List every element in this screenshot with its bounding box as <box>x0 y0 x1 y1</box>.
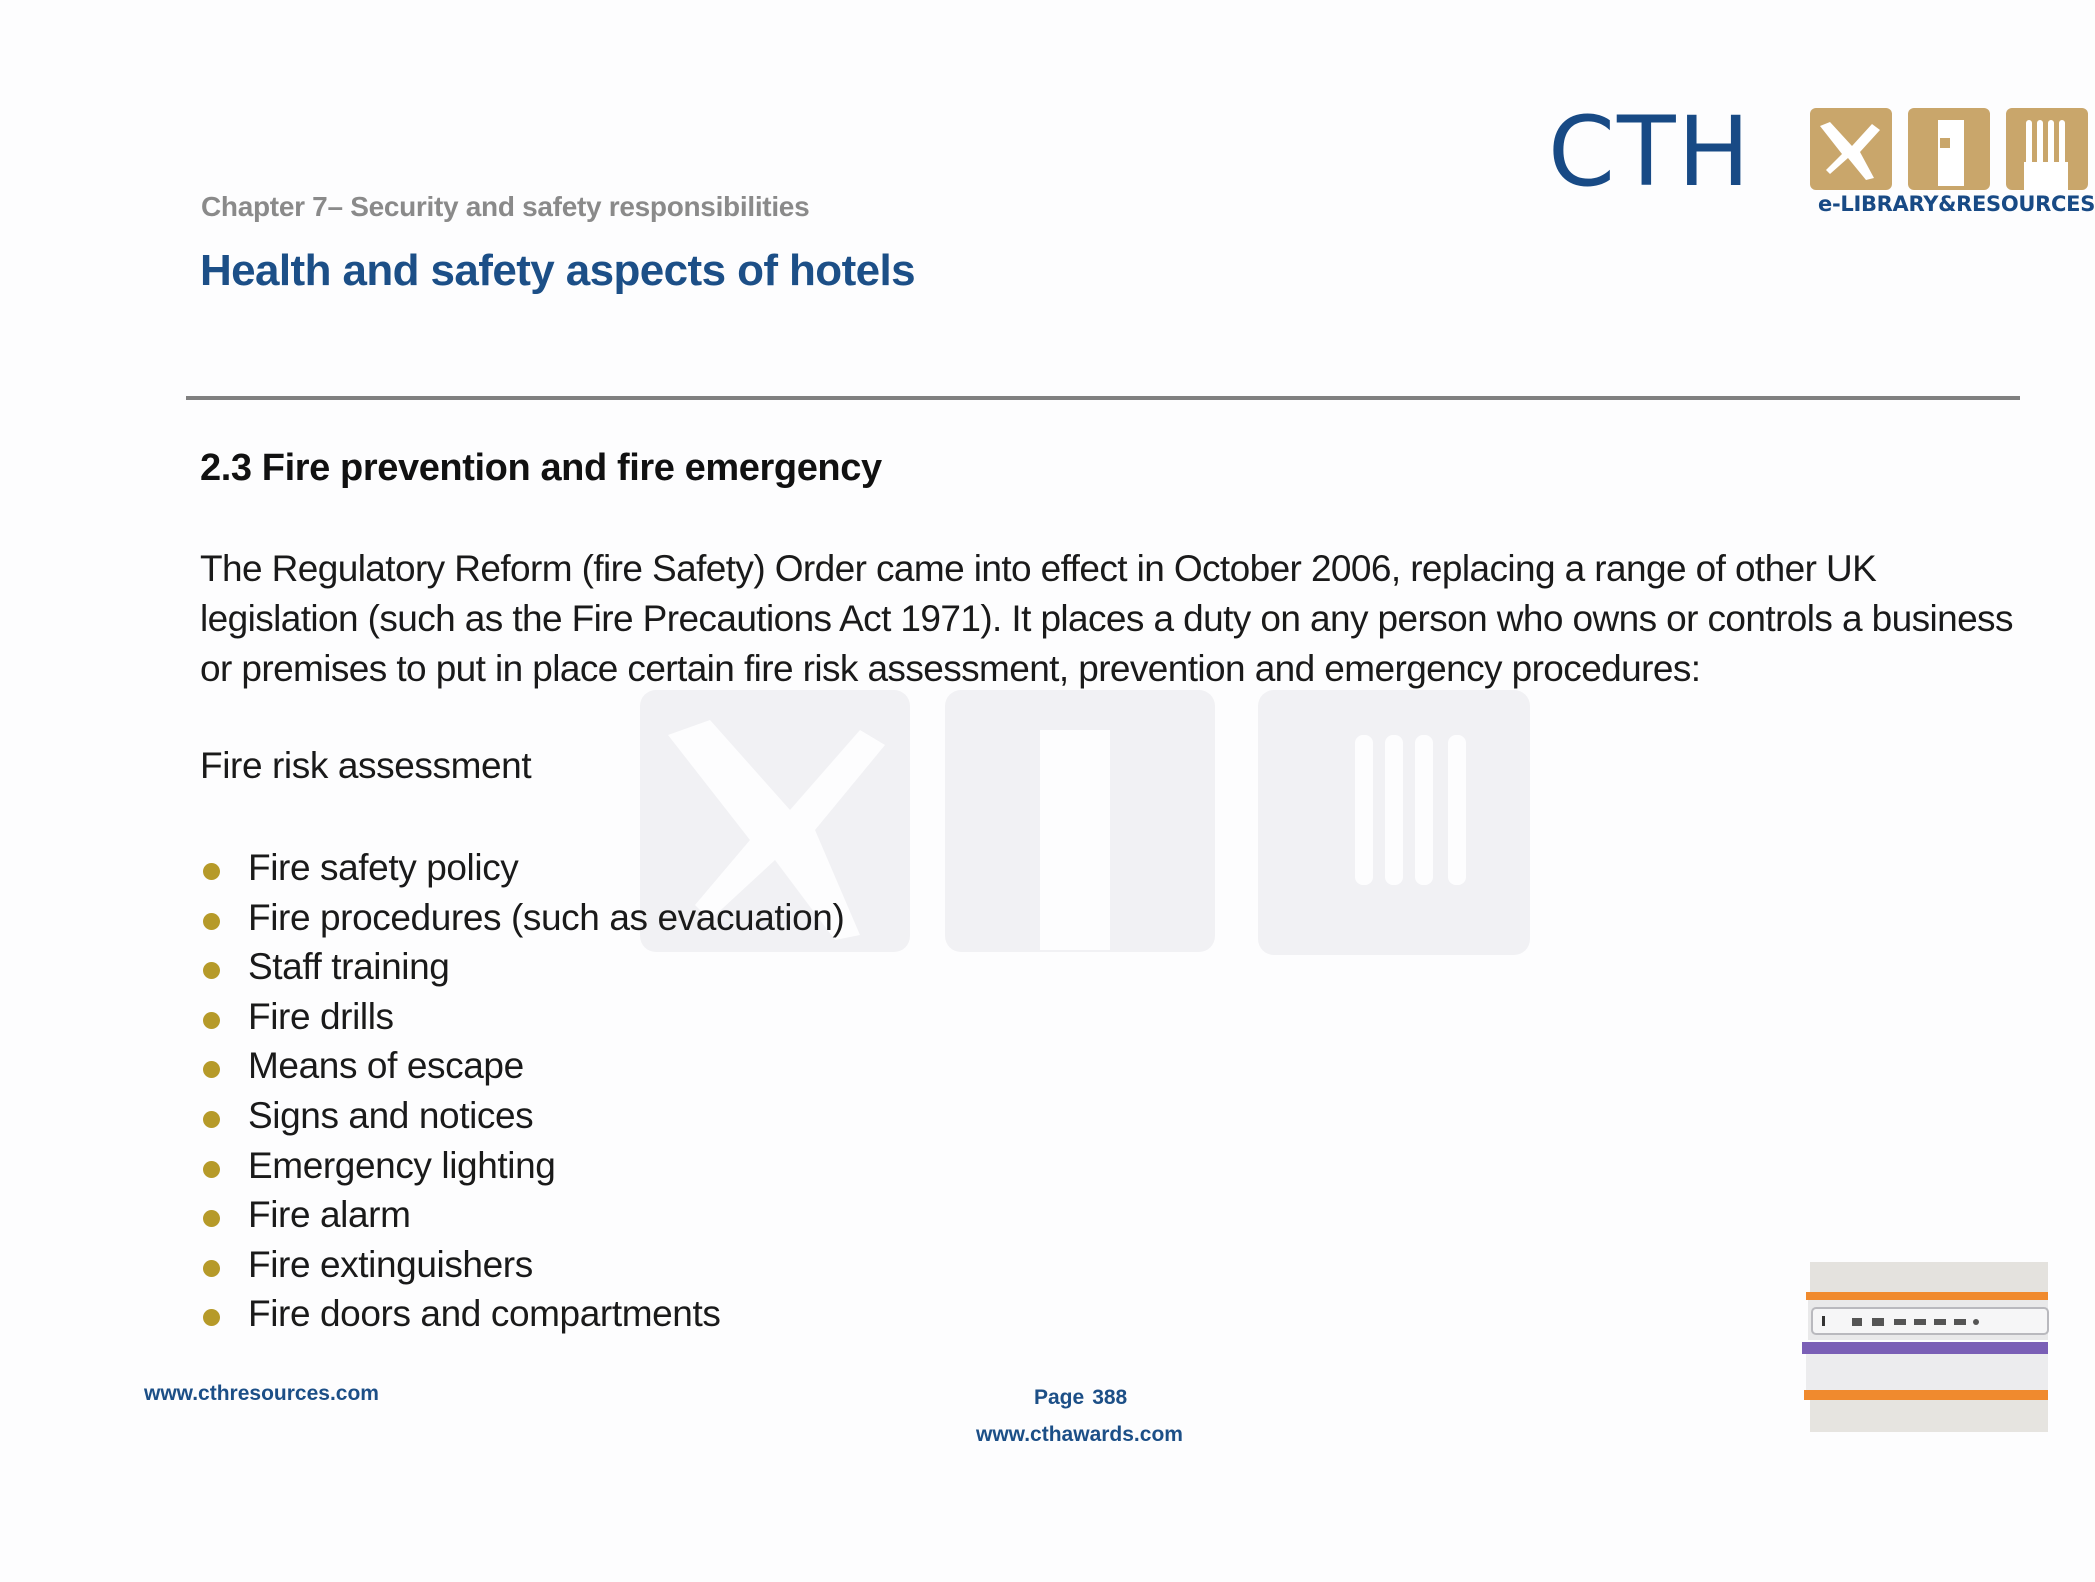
list-item-text: Fire extinguishers <box>248 1243 533 1285</box>
page-number <box>1034 1386 1127 1410</box>
list-item-text: Signs and notices <box>248 1094 534 1136</box>
list-item-text: Means of escape <box>248 1045 524 1087</box>
bullet-icon <box>203 863 220 880</box>
bullet-icon <box>203 962 220 979</box>
chapter-label: Chapter 7– Security and safety responsibilities <box>201 191 810 222</box>
logo-subtitle: e-LIBRARY&RESOURCES <box>1818 192 2095 216</box>
page-number-value: 388 <box>1092 1386 1128 1409</box>
list-item-text: Staff training <box>248 946 450 988</box>
books-image <box>1800 1262 2048 1432</box>
footer-awards-link[interactable]: www.cthawards.com <box>976 1423 1183 1446</box>
bullet-icon <box>203 1210 220 1227</box>
list-item-text: Fire drills <box>248 995 394 1037</box>
footer-resources-link[interactable]: www.cthresources.com <box>144 1382 379 1405</box>
list-item-text: Fire safety policy <box>248 847 519 888</box>
list-item-text: Emergency lighting <box>248 1144 556 1186</box>
page-title: Health and safety aspects of hotels <box>200 246 915 295</box>
cth-logo <box>1548 96 2095 224</box>
plane-icon <box>1810 108 1892 190</box>
bullet-icon <box>203 1012 220 1029</box>
hotel-icon <box>1908 108 1990 190</box>
bullet-icon <box>203 1260 220 1277</box>
bullet-icon <box>203 913 220 930</box>
fork-icon <box>2006 108 2088 190</box>
intro-paragraph: The Regulatory Reform (fire Safety) Order came into effect in October 2006, replacing a range of other UK legislation (such as the Fire Precautions Act 1971). It places a duty on any person who owns or controls a business or premises to put in place certain fire risk assessment, prevention and emergency procedures: <box>200 548 2013 689</box>
list-item-text: Fire procedures (such as evacuation) <box>248 896 845 938</box>
page-label: Page <box>1034 1386 1085 1409</box>
bullet-icon <box>203 1061 220 1078</box>
bullet-icon <box>203 1309 220 1326</box>
logo-text: CTH <box>1548 96 1752 208</box>
header-divider <box>186 396 2020 400</box>
section-heading: 2.3 Fire prevention and fire emergency <box>200 447 882 489</box>
subheading: Fire risk assessment <box>200 745 532 786</box>
list-item-text: Fire doors and compartments <box>248 1293 721 1335</box>
list-item-text: Fire alarm <box>248 1194 411 1236</box>
bullet-icon <box>203 1161 220 1178</box>
bullet-icon <box>203 1111 220 1128</box>
